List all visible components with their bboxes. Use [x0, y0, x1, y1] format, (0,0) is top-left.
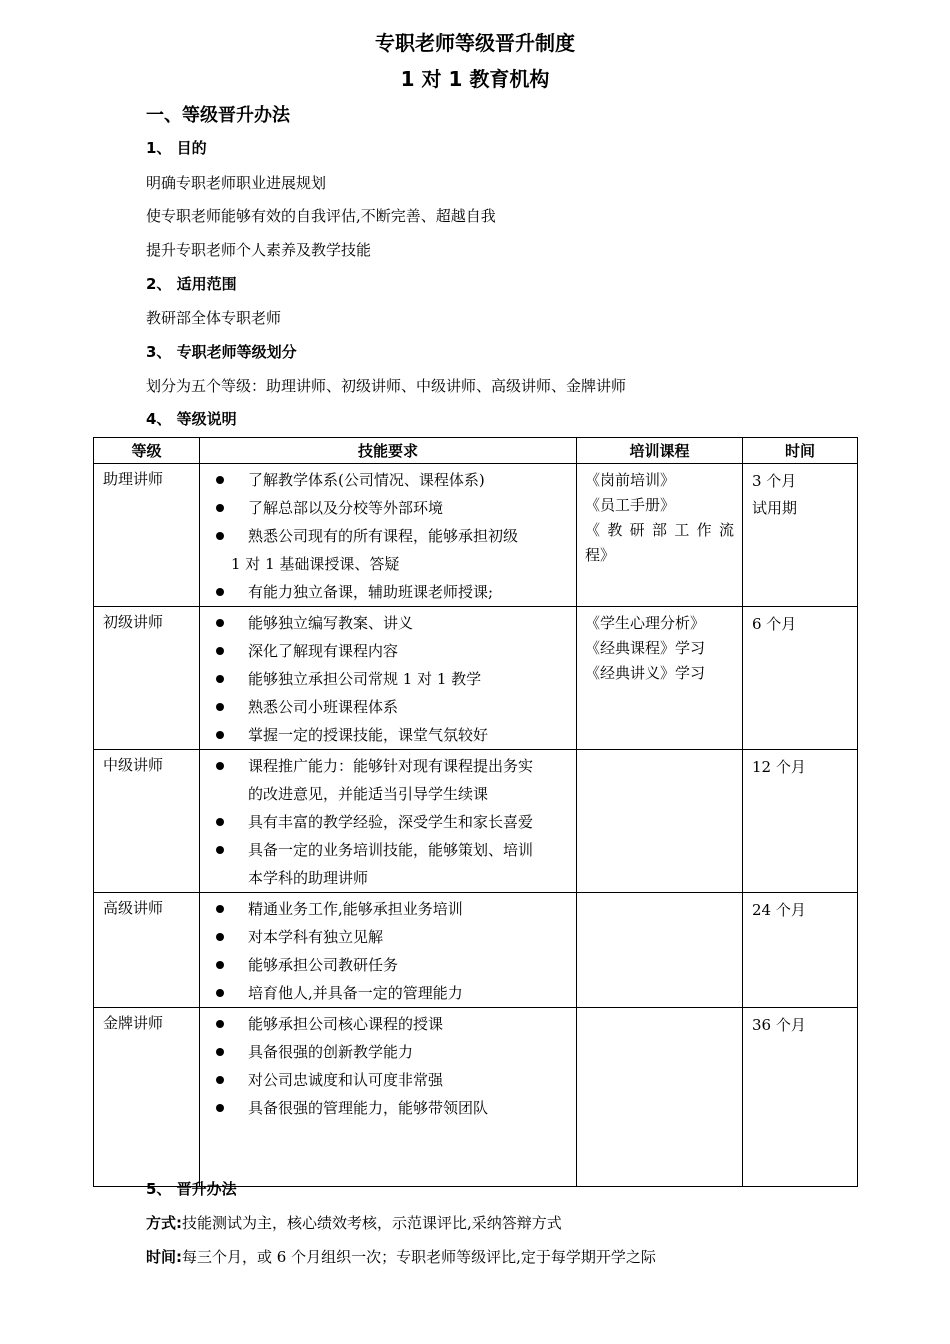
subsection-heading-scope: 2、 适用范围 [146, 275, 237, 293]
skills-cell [200, 1008, 577, 1187]
skill-item: 对本学科有独立见解 [214, 923, 568, 951]
time-text: 每三个月，或 6 个月组织一次；专职老师等级评比,定于每学期开学之际 [182, 1248, 656, 1266]
section-heading: 一、等级晋升办法 [146, 105, 290, 126]
course-item: 《经典课程》学习 [585, 639, 706, 657]
skill-item: 能够承担公司核心课程的授课 [214, 1010, 568, 1038]
method-text: 技能测试为主，核心绩效考核，示范课评比,采纳答辩方式 [182, 1214, 562, 1232]
time-value: 6 个月 [752, 615, 797, 633]
table-row [94, 464, 858, 607]
course-item: 《员工手册》 [585, 496, 676, 514]
header-time: 时间 [743, 438, 858, 464]
table-row [94, 750, 858, 893]
table-row [94, 1008, 858, 1187]
skill-item: 对公司忠诚度和认可度非常强 [214, 1066, 568, 1094]
skill-item: 培育他人,并具备一定的管理能力 [214, 979, 568, 1007]
skill-item: 熟悉公司现有的所有课程，能够承担初级 [214, 522, 568, 550]
level-cell: 中级讲师 [94, 750, 200, 893]
skills-cell [200, 750, 577, 893]
time-value: 12 个月 [752, 758, 806, 776]
skill-item: 课程推广能力：能够针对现有课程提出务实 [214, 752, 568, 780]
subsection-heading-description: 4、 等级说明 [146, 410, 237, 428]
skill-item: 具备很强的管理能力，能够带领团队 [214, 1094, 568, 1122]
level-cell: 金牌讲师 [94, 1008, 200, 1187]
course-item: 《岗前培训》 [585, 471, 676, 489]
document-subtitle: 1 对 1 教育机构 [400, 67, 550, 91]
level-cell: 初级讲师 [94, 607, 200, 750]
courses-cell [577, 464, 743, 607]
skill-item: 有能力独立备课，辅助班课老师授课; [214, 578, 568, 606]
subsection-heading-promotion: 5、 晋升办法 [146, 1180, 237, 1198]
skill-item-continued: 本学科的助理讲师 [248, 869, 369, 887]
paragraph: 使专职老师能够有效的自我评估,不断完善、超越自我 [146, 207, 496, 225]
subsection-heading-division: 3、 专职老师等级划分 [146, 343, 297, 361]
time-value: 3 个月 [752, 472, 797, 490]
time-note: 试用期 [752, 499, 798, 517]
time-value: 36 个月 [752, 1016, 806, 1034]
grade-table [93, 437, 858, 1187]
header-level: 等级 [94, 438, 200, 464]
courses-cell [577, 1008, 743, 1187]
level-cell: 高级讲师 [94, 893, 200, 1008]
skill-item: 熟悉公司小班课程体系 [214, 693, 568, 721]
skills-cell [200, 893, 577, 1008]
skill-item: 能够独立编写教案、讲义 [214, 609, 568, 637]
paragraph: 教研部全体专职老师 [146, 309, 282, 327]
course-item: 《 教 研 部 工 作 流 程》 [585, 521, 734, 564]
skill-item: 了解总部以及分校等外部环境 [214, 494, 568, 522]
paragraph: 划分为五个等级：助理讲师、初级讲师、中级讲师、高级讲师、金牌讲师 [146, 377, 627, 395]
paragraph-time [146, 1246, 656, 1267]
table-row [94, 893, 858, 1008]
time-cell [743, 607, 858, 750]
skill-item: 深化了解现有课程内容 [214, 637, 568, 665]
level-cell: 助理讲师 [94, 464, 200, 607]
skill-item-continued: 的改进意见，并能适当引导学生续课 [248, 785, 489, 803]
skill-item: 能够承担公司教研任务 [214, 951, 568, 979]
course-item: 《经典讲义》学习 [585, 664, 706, 682]
time-label: 时间: [146, 1248, 182, 1266]
skill-item-continued: 1 对 1 基础课授课、答疑 [231, 555, 400, 573]
paragraph-method [146, 1212, 562, 1233]
time-cell [743, 893, 858, 1008]
time-cell [743, 464, 858, 607]
header-courses: 培训课程 [577, 438, 743, 464]
skill-item: 具备很强的创新教学能力 [214, 1038, 568, 1066]
header-skills: 技能要求 [200, 438, 577, 464]
method-label: 方式: [146, 1214, 182, 1232]
time-cell [743, 1008, 858, 1187]
table-header-row [94, 438, 858, 464]
time-value: 24 个月 [752, 901, 806, 919]
courses-cell [577, 750, 743, 893]
skills-cell [200, 607, 577, 750]
skill-item: 能够独立承担公司常规 1 对 1 教学 [214, 665, 568, 693]
course-item: 《学生心理分析》 [585, 614, 706, 632]
subsection-heading-purpose: 1、 目的 [146, 139, 207, 157]
skill-item: 精通业务工作,能够承担业务培训 [214, 895, 568, 923]
paragraph: 提升专职老师个人素养及教学技能 [146, 241, 372, 259]
skills-cell [200, 464, 577, 607]
courses-cell [577, 607, 743, 750]
document-title: 专职老师等级晋升制度 [375, 31, 575, 55]
table-row [94, 607, 858, 750]
skill-item: 掌握一定的授课技能，课堂气氛较好 [214, 721, 568, 749]
courses-cell [577, 893, 743, 1008]
skill-item: 了解教学体系(公司情况、课程体系) [214, 466, 568, 494]
skill-item: 具有丰富的教学经验，深受学生和家长喜爱 [214, 808, 568, 836]
paragraph: 明确专职老师职业进展规划 [146, 174, 327, 192]
skill-item: 具备一定的业务培训技能，能够策划、培训 [214, 836, 568, 864]
time-cell [743, 750, 858, 893]
